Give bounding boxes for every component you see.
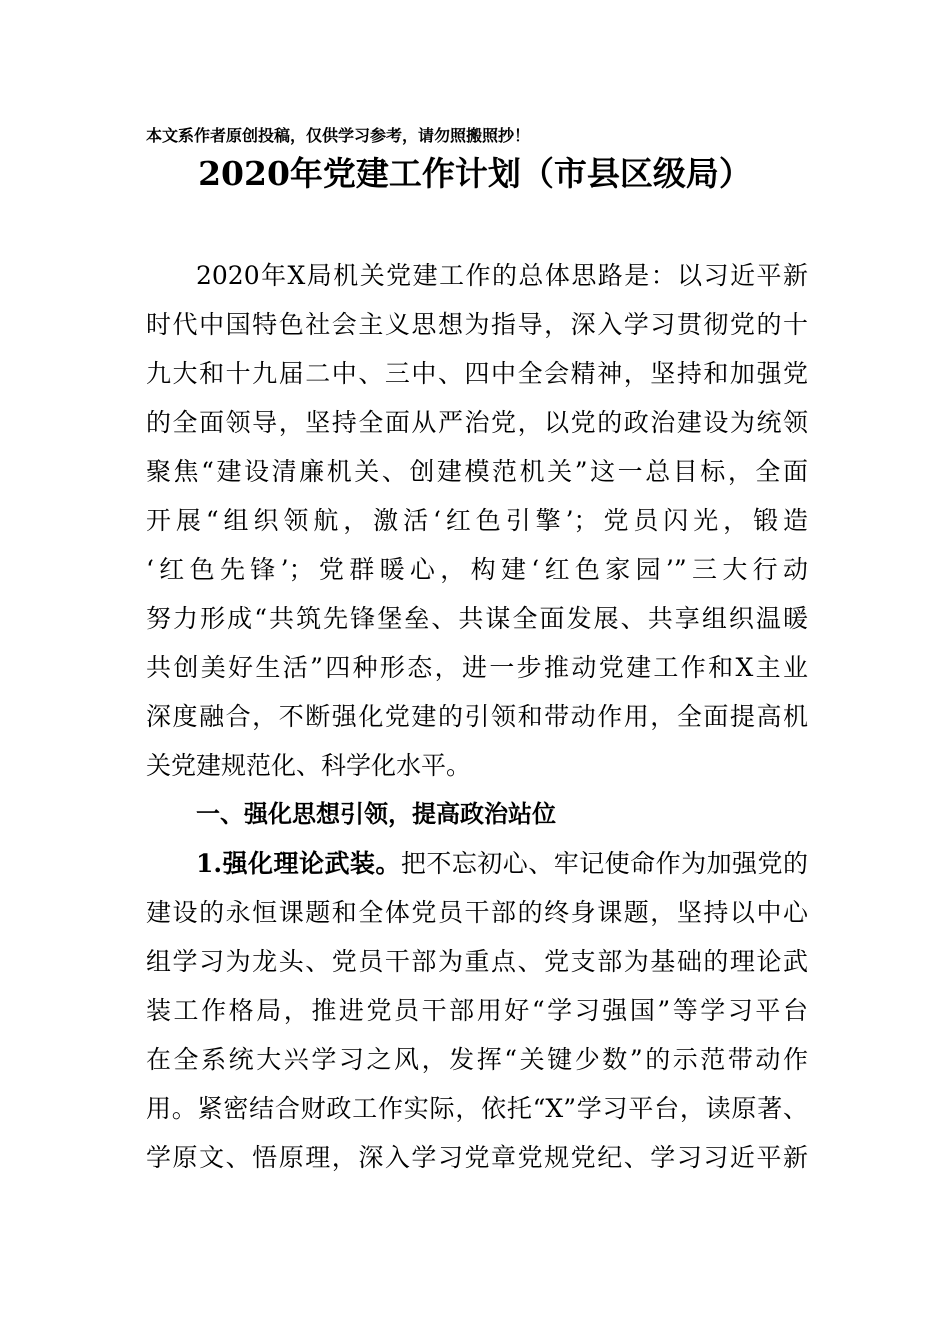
item-first-line (146, 839, 808, 888)
section-heading: 一、强化思想引领，提高政治站位 (196, 800, 556, 828)
item-line: 在全系统大兴学习之风，发挥“关键少数”的示范带动作 (146, 1045, 808, 1074)
item-line: 组学习为龙头、党员干部为重点、党支部为基础的理论武 (146, 947, 808, 976)
item-text: 把不忘初心、牢记使命作为加强党的 (400, 849, 808, 878)
paragraph-line: 时代中国特色社会主义思想为指导，深入学习贯彻党的十 (146, 310, 808, 339)
item-label: 1.强化理论武装。 (196, 849, 401, 878)
paragraph-line: 深度融合，不断强化党建的引领和带动作用，全面提高机 (146, 702, 808, 731)
paragraph-line: 开展“组织领航，激活‘红色引擎’；党员闪光，锻造 (146, 506, 808, 535)
paragraph-line: 的全面领导，坚持全面从严治党，以党的政治建设为统领 (146, 408, 808, 437)
paragraph-line: 关党建规范化、科学化水平。 (146, 751, 472, 780)
copyright-note: 本文系作者原创投稿，仅供学习参考，请勿照搬照抄！ (146, 126, 531, 145)
item-line: 学原文、悟原理，深入学习党章党规党纪、学习习近平新 (146, 1143, 808, 1172)
paragraph-line: 聚焦“建设清廉机关、创建模范机关”这一总目标，全面 (146, 457, 808, 486)
paragraph-line: 努力形成“共筑先锋堡垒、共谋全面发展、共享组织温暖 (146, 604, 808, 633)
item-line: 用。紧密结合财政工作实际，依托“X”学习平台，读原著、 (146, 1094, 808, 1123)
paragraph-line: 2020年X局机关党建工作的总体思路是：以习近平新 (196, 261, 808, 290)
paragraph-line: 共创美好生活”四种形态，进一步推动党建工作和X主业 (146, 653, 808, 682)
paragraph-line: ‘红色先锋’；党群暖心，构建‘红色家园’”三大行动 (146, 555, 808, 584)
document-title: 2020年党建工作计划（市县区级局） (198, 154, 752, 193)
paragraph-line: 九大和十九届二中、三中、四中全会精神，坚持和加强党 (146, 359, 808, 388)
item-line: 建设的永恒课题和全体党员干部的终身课题，坚持以中心 (146, 898, 808, 927)
item-line: 装工作格局，推进党员干部用好“学习强国”等学习平台 (146, 996, 808, 1025)
document-body (146, 251, 808, 1182)
